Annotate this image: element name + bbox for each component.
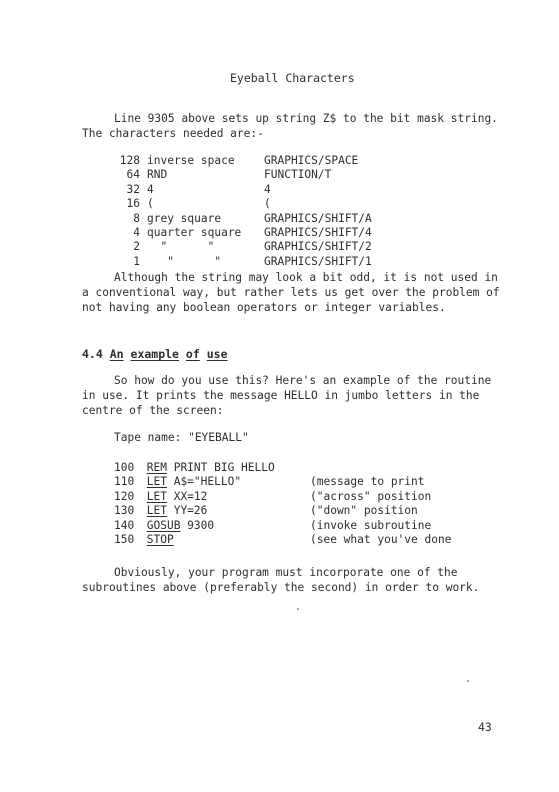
character-description: " " — [147, 240, 215, 254]
character-description: 4 — [147, 182, 154, 196]
bit-mask-table — [110, 154, 464, 269]
key-sequence: GRAPHICS/SPACE — [264, 154, 359, 167]
section-title-word: use — [206, 347, 228, 361]
key-sequence: 4 — [264, 182, 271, 196]
statement-args: PRINT BIG HELLO — [166, 461, 275, 474]
program-listing — [114, 461, 490, 547]
bit-table-row — [110, 240, 464, 254]
line-number: 130 — [114, 504, 135, 518]
program-line — [114, 490, 490, 504]
closing-text: Obviously, your program must incorporate one of the subroutines above (preferably the second) in order to work. — [82, 566, 480, 594]
bit-value: 8 — [133, 211, 140, 225]
line-comment: (message to print — [310, 475, 425, 489]
basic-statement — [140, 475, 310, 489]
closing-paragraph — [82, 566, 502, 596]
section-title — [110, 347, 228, 361]
page-title: Eyeball Characters — [230, 71, 355, 85]
basic-keyword: GOSUB — [146, 518, 181, 532]
key-sequence: GRAPHICS/SHIFT/4 — [264, 226, 372, 240]
bit-value: 128 — [119, 154, 140, 167]
statement-args: XX=12 — [166, 489, 208, 503]
bit-table-row — [110, 197, 464, 211]
key-sequence: ( — [264, 197, 271, 211]
intro-text: Line 9305 above sets up string Z$ to the bit mask string. The characters needed are:- — [82, 112, 498, 140]
bit-value: 4 — [133, 226, 140, 240]
basic-statement — [140, 490, 310, 504]
character-description: " " — [147, 254, 222, 268]
basic-keyword: REM — [146, 461, 167, 474]
usage-text: So how do you use this? Here's an example of the routine in use. It prints the message HELLO in jumbo letters in the centre of the screen: — [82, 374, 492, 417]
bit-value: 2 — [133, 240, 140, 254]
statement-args: 9300 — [180, 518, 215, 532]
basic-statement — [140, 461, 310, 475]
line-number: 140 — [114, 518, 135, 532]
program-line — [114, 519, 490, 533]
character-description: RND — [147, 168, 168, 182]
basic-keyword: LET — [146, 475, 167, 489]
line-comment: (invoke subroutine — [310, 518, 432, 532]
basic-statement — [140, 519, 310, 533]
program-line — [114, 504, 490, 518]
bit-table-row — [110, 168, 464, 182]
line-number: 120 — [114, 489, 135, 503]
section-number: 4.4 — [82, 347, 103, 361]
statement-args: A$="HELLO" — [166, 475, 242, 489]
bit-table-row — [110, 183, 464, 197]
character-description: quarter square — [147, 226, 242, 240]
print-speck — [467, 680, 469, 682]
bit-table-row — [110, 226, 464, 240]
line-number: 100 — [114, 461, 135, 474]
section-title-word: example — [130, 347, 179, 361]
program-line — [114, 461, 490, 475]
line-number: 150 — [114, 533, 135, 547]
line-number: 110 — [114, 475, 135, 489]
line-comment: ("across" position — [310, 489, 432, 503]
bit-value: 1 — [133, 254, 140, 268]
line-comment: ("down" position — [310, 504, 418, 518]
line-comment: (see what you've done — [310, 533, 452, 547]
bit-table-row — [110, 255, 464, 269]
statement-args: YY=26 — [166, 504, 208, 518]
section-heading — [82, 347, 228, 361]
bit-value: 32 — [126, 182, 140, 196]
key-sequence: GRAPHICS/SHIFT/2 — [264, 240, 372, 254]
bit-value: 16 — [126, 197, 140, 211]
tape-name: Tape name: "EYEBALL" — [114, 431, 249, 444]
basic-keyword: STOP — [146, 533, 174, 547]
basic-keyword: LET — [146, 489, 167, 503]
line-comment — [310, 461, 490, 475]
intro-paragraph — [82, 112, 502, 142]
character-description: ( — [147, 197, 154, 211]
basic-keyword: LET — [146, 504, 167, 518]
basic-statement — [140, 533, 310, 547]
key-sequence: GRAPHICS/SHIFT/A — [264, 211, 372, 225]
character-description: grey square — [147, 211, 222, 225]
key-sequence: GRAPHICS/SHIFT/1 — [264, 254, 372, 268]
section-title-word: of — [185, 347, 200, 361]
explanation-text: Although the string may look a bit odd, it is not used in a conventional way, but rather lets us get over the problem of not having any boolean operators or integer variables. — [82, 271, 500, 314]
explanation-paragraph — [82, 271, 502, 315]
key-sequence: FUNCTION/T — [264, 168, 332, 182]
bit-table-row — [110, 212, 464, 226]
bit-value: 64 — [126, 168, 140, 182]
character-description: inverse space — [147, 154, 235, 167]
section-title-word: An — [109, 347, 124, 361]
bit-table-row — [110, 154, 464, 168]
usage-paragraph — [82, 374, 502, 418]
program-line — [114, 533, 490, 547]
print-speck — [297, 608, 299, 610]
page-number: 43 — [478, 720, 492, 734]
basic-statement — [140, 504, 310, 518]
program-line — [114, 475, 490, 489]
